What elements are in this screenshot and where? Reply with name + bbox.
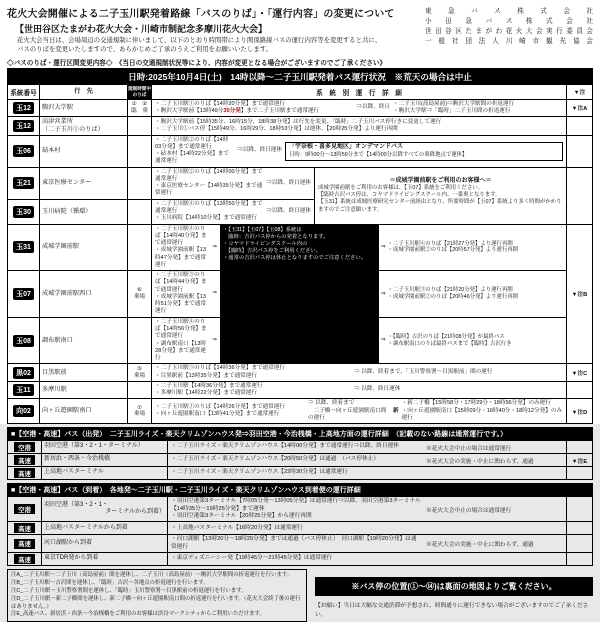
route-badge: 玉21 — [13, 177, 34, 189]
destination: 成城学園前駅 — [40, 225, 128, 271]
table-row-tama07-seijogakuen-west — [8, 271, 220, 318]
category-badge: 高速 — [14, 468, 35, 478]
footnote-a: 注A_二子玉川駅～二子玉川（高島屋前）間を運休し、二子玉川（高島屋前）～駒沢大学駅間の折返運行を行います。 — [11, 572, 293, 579]
header-note: ▼注 — [566, 85, 592, 99]
table-row-tama11-tamagawa — [8, 382, 592, 400]
operation-detail: ・河口湖駅【13時20分～18時20分発】までは通過（バス停休止） 河口湖駅【19時20分発】は通常運行 — [171, 536, 417, 550]
table-header-row — [8, 85, 592, 100]
organization-name: 小田急バス株式会社 — [425, 17, 593, 25]
operation-detail: ・上高地バスターミナル【16時20分発】は通常運行 — [171, 524, 303, 531]
note-ref — [566, 467, 592, 479]
footnote-d: 注D_二子玉川駅～新二子橋間を運休し、新二子橋～向ヶ丘遊園駅南口間の折返運行を行います。（花火大会終了後の運行はありません。） — [11, 595, 301, 610]
destination: 高津営業所 （二子玉川①のりば） — [40, 117, 128, 135]
cancellation-note — [424, 553, 566, 565]
operation-detail: ・二子玉川ライズ・楽天クリムゾンハウス【20時50分発】は通過 （バス停休止） — [171, 456, 380, 463]
change-notice-line: ◇バスのりば・運行区間変更内容◇ 《当日の交通規制状況等により、内容が変更となる場合がございますのでご了承ください》 — [7, 59, 387, 67]
stop-position: ① ② 臨 乗 — [128, 100, 152, 117]
new-label: 新 — [393, 407, 399, 414]
date-status-bar: 日時:2025年10月4日(土) 14時以降～二子玉川駅発着バス運行状況 ※荒天の場合は中止 — [8, 69, 592, 85]
organization-name: 東急バス株式会社 — [425, 8, 593, 15]
category-badge: 高速 — [14, 539, 35, 549]
departure-row-haneda — [8, 441, 592, 454]
description-line-2: バスのりばを変更いたしますので、あらかじめご了承のうえご利用をお願いいたします。 — [17, 46, 272, 54]
table-row-tama31-seijogakuen — [8, 225, 220, 272]
note-ref — [566, 136, 592, 167]
category-badge: 高速 — [14, 523, 35, 533]
table-rowgroup-tama21-tama30 — [8, 168, 592, 225]
resume-info-tama31: ⇒ ・二子玉川駅④のりば【21時27分発】より運行再開 ・成城学園前駅②のりば【20時57分発】より運行再開 — [379, 225, 566, 272]
note-ref — [566, 382, 592, 399]
arrival-row-kawaguchiko — [8, 535, 592, 553]
category-badge: 高速 — [14, 554, 35, 564]
header-operation-detail: 系 統 別 運 行 詳 細 — [316, 89, 402, 97]
note-ref — [566, 441, 592, 453]
operation-detail: ・二子玉川駅⑤のりば【14時36分発】まで通常運行 ・目黒駅前【13時35分発】まで通常運行 ⇒ 以降、終着まで、「玉川警察署～目黒駅前」間の運行 — [155, 365, 493, 379]
route-badge: 玉11 — [13, 384, 33, 396]
destination: 玉川病院（循環） — [40, 200, 128, 224]
seijogakuen-info-box: ＝成城学園前駅をご利用のお客様へ＝ 成城学園前駅をご利用のお客様は、【玉07】系統をご利用ください。 【臨時吉沢バス停は、コヤマドライビングスクール内、一番奥となります。 【玉31】系統は成城医療研究センター前経由となり、所要時間が【玉07】系統より多く時間がかかりますのでご注意願います。 — [314, 168, 566, 224]
organization-name: 世田谷区たまがわ花火大会実行委員会 — [425, 27, 593, 35]
note-ref — [566, 522, 592, 534]
header-stop-position: 規制時間中 のりば — [128, 86, 151, 97]
organization-list — [425, 7, 593, 55]
stop-position: ⑥ 乗場 — [128, 271, 152, 317]
route-badge: 玉12 — [13, 120, 34, 132]
destination: 目黒駅前 — [40, 364, 128, 381]
cancellation-note — [424, 467, 566, 479]
stop-position: ⑦ 乗場 — [128, 399, 152, 423]
cancellation-note — [424, 522, 566, 534]
footnote-c: 注C_二子玉川駅～玉川警察署間を運休し、「臨時」玉川警察署～目黒駅前の折返運行を行います。 — [11, 587, 247, 594]
section-header-departures: ■【空港・高速】バス（出発） 二子玉川ライズ・楽天クリムゾンハウス発⇒羽田空港・今治桟橋・上高地方面の運行詳細 （記載のない路線は通常運行です。） — [7, 427, 593, 441]
route-badge: 玉31 — [13, 241, 34, 253]
route-badge: 玉06 — [13, 145, 34, 157]
operation-detail: ・二子玉川駅④のりば【14時40分発】まで通常運行 ・成城学園前駅【13時47分発】まで通常運行 ⇒ — [155, 225, 217, 268]
destination: 調布駅南口 — [40, 318, 128, 364]
corrected-time: 35分発 — [223, 107, 241, 114]
origin: 羽田空港（第3・2・1・ ターミナルから到着） — [42, 497, 168, 521]
operation-detail: ・二子玉川ライズ・楽天クリムゾンハウス【22時30分発】は通常運行 — [171, 469, 348, 476]
cancellation-note: ※花火大会の実施・中止に関わらず、通過 — [426, 458, 534, 465]
route-badge: 玉12 — [13, 102, 34, 114]
operation-detail: ・駒沢大学駅前【15時35分、16時15分、18時38分発】は行先を変更、「臨時」二子玉川バス停行きに変更して運行 ・二子玉川①バス停【15時49分、16時29分、18時53分発】は運休、【20時25分発】より運行再開 — [155, 118, 442, 132]
operation-detail: ・東京ディズニーシー発【19時45分～21時45分発】は通常運行 — [171, 555, 333, 562]
footnotes-box — [7, 569, 307, 622]
origin: 東京TDR発から到着 — [42, 553, 168, 565]
note-ref: ▼注B — [571, 292, 588, 299]
note-ref — [566, 553, 592, 565]
table-row-tama12-komazawa — [8, 100, 592, 118]
bottom-section — [7, 569, 593, 622]
arrival-row-haneda — [8, 497, 592, 522]
header-destination: 行 先 — [40, 85, 128, 99]
cancellation-note: ※花火大会中止の場合は通常運行 — [426, 507, 512, 514]
arrival-row-tokyo-tdr — [8, 553, 592, 565]
table-row-tama12-takatsu — [8, 117, 592, 136]
destination: 新居浜・西条・今治桟橋 — [42, 454, 168, 466]
resume-info-tama07: ⇒ ・二子玉川駅③のりば【21時20分発】より運行再開 ・成城学園前駅②のりば【20時46分発】より運行再開 — [379, 271, 566, 318]
route-badge: 玉08 — [13, 335, 34, 347]
note-ref: ▼注A — [566, 100, 592, 117]
origin: 河口湖駅から到着 — [42, 535, 168, 552]
main-operation-table — [7, 68, 593, 425]
arrival-row-kamikochi — [8, 522, 592, 535]
destination: 上高地バスターミナル — [42, 467, 168, 479]
departures-table — [7, 441, 593, 480]
footnote-b: 注B_二子玉川駅～吉沢間を運休し、「臨時」吉沢～各地点の折返運行を行います。 — [11, 580, 209, 587]
category-badge: 高速 — [14, 455, 35, 465]
traffic-delay-request: 【お願い】当日は大幅な交通渋滞が予想され、時間通りに運行できない場合がございますのでご了承ください。 — [315, 603, 589, 619]
table-row-muko02-mukogaoka — [8, 399, 592, 423]
table-row-tama21-medical-center — [8, 168, 314, 200]
document-header — [7, 5, 593, 55]
category-badge: 空港 — [14, 442, 35, 452]
note-ref: ▼注E — [566, 454, 592, 466]
operation-detail: ・二子玉川駅【14時36分発】まで通常運行 ・多摩川駅【14時22分発】まで通常運行 ⇒ 以降、終日運休 — [155, 382, 401, 397]
cancellation-note: ※花火大会中止の場合は通常運行 — [426, 445, 512, 452]
note-ref — [566, 117, 592, 135]
note-ref: ▼注C — [566, 364, 592, 381]
resume-info-tama08: ⇒ ・【臨時】吉沢のりば【21時08分発】が最終バス ・調布駅南口のりば最終バスまで【臨時】吉沢行き — [381, 333, 512, 347]
header-left — [7, 5, 395, 55]
organization-name: 一般社団法人川崎市観光協会 — [425, 37, 593, 45]
table-row-kuro02-meguro — [8, 364, 592, 382]
table-row-tama06-kinutahonmura — [8, 136, 592, 168]
operation-detail: ・二子玉川駅④のりば【14時56分発】まで通常運行 ・調布駅南口【13時28分発】まで通常運行 ⇒ — [155, 318, 217, 362]
operation-detail: ・二子玉川駅①のりば【14時20分発】まで通常運行 ・駒沢大学駅前【13時49分35分発】まで二子玉川駅まで通常運行 ⇒以降、終日 ・二子玉川(高島屋前)⇒駒沢大学駅間の折返運行 ・駒沢大学駅⇒「臨時」二子玉川間の折返運行 — [155, 100, 515, 114]
page-title: 花火大会開催による二子玉川駅発着路線「バスのりば」・「運行内容」の変更について — [7, 9, 395, 20]
table-row-tama30-tamagawa-hospital — [8, 200, 314, 224]
section-header-arrivals: ■【空港・高速】バス（到着） 各地発～二子玉川駅・二子玉川ライズ・楽天クリムゾンハウス到着便の運行詳細 — [7, 483, 593, 497]
destination: 向ヶ丘遊園駅南口 — [40, 399, 128, 423]
operation-detail: ・二子玉川駅①のりば【14時26分発】まで通常運行 ・向ヶ丘遊園駅南口【13時41分発】まで通常運行 ⇒ 以降、終着まで 二子橋～向ヶ丘遊園駅南口間の運行 新 ・新二子橋【15時58分・17時29分・18時56分発】のみ運行 ・向ヶ丘遊園駅南口【15時09分・16時40分・18時12分発】のみ運行 — [155, 400, 563, 421]
description-line-1: 花火大会当日は、会場周辺の交通規制に伴いまして、以下のとおり時間帯により関係路線バスの運行内容等を変更すると共に、 — [17, 37, 382, 44]
operation-detail: ・二子玉川ライズ・楽天クリムゾンハウス【14時00分発】まで通常運行⇒以降、終日運休 — [171, 443, 399, 450]
destination: 砧本村 — [40, 136, 128, 167]
table-rowgroup-tama31-07-08 — [8, 225, 592, 365]
destination: 多摩川駅 — [40, 382, 128, 399]
destination: 駒沢大学駅 — [40, 100, 128, 117]
operation-detail: ・羽田空港第3ターミナル【7時05分発～13時05分発】は通常運行⇒以降、羽田空港第3ターミナル【14時35分～19時25分発】まで運休 ・羽田空港第3ターミナル【20時25分発】から運行再開 — [171, 498, 421, 519]
category-badge: 空港 — [14, 504, 35, 514]
route-badge: 黒02 — [13, 367, 34, 379]
note-ref — [566, 535, 592, 552]
operation-detail: ・二子玉川駅④のりば【13時50分発】まで通常運行 ・玉川病院【14時10分発】まで通常運行 ⇒以降、終日運休 — [155, 200, 311, 222]
table-row-tama08-chofu — [8, 318, 220, 364]
temporary-yoshizawa-stop-notice: ・【玉31】【玉07】【玉08】系統は 臨時：吉沢バス停からの発着となります。 ・コヤマドライビングスクール内の 【臨時】吉沢バス停をご利用ください。 ・通常の吉沢バス停は休止となりますのでご注意ください。 — [220, 225, 378, 364]
footnote-e: 注E_高速バス、新居浜・西条～今治桟橋をご利用のお客様は渋谷マークシティからご利用いただけます。 — [11, 611, 265, 618]
page-subtitle: 【世田谷区たまがわ花火大会・川崎市制記念多摩川花火大会】 — [15, 24, 268, 34]
stop-position: ⑤ 乗場 — [128, 364, 152, 381]
operation-detail: ・二子玉川駅②のりば【14時00分発】まで通常運行 ・東京医療センター【14時35分発】まで通常運行 ⇒以降、終日運休 — [155, 168, 311, 197]
bottom-right — [315, 569, 593, 618]
departure-row-kamikochi — [8, 467, 592, 479]
map-reference-notice: ※バス停の位置(①～⑭)は裏面の地図よりご覧ください。 — [315, 577, 593, 596]
destination: 成城学園前駅西口 — [40, 271, 128, 317]
route-badge: 玉07 — [13, 288, 34, 300]
header-route-number: 系統番号 — [8, 85, 40, 99]
origin: 上高地バスターミナルから到着 — [42, 522, 168, 534]
destination: 羽田空港（第3・2・1・ターミナル） — [42, 441, 168, 453]
destination: 東京医療センター — [40, 168, 128, 199]
arrivals-table — [7, 497, 593, 566]
cancellation-note: ※花火大会の実施・中止に関わらず、通過 — [426, 542, 534, 549]
operation-detail: ・二子玉川駅③のりば【14時44分発】まで通常運行 ・成城学園前駅【13時51分発】まで通常運行 ⇒ — [155, 272, 217, 315]
ondemand-bus-info-box: 「宇奈根・喜多見地区」オンデマンドバス 日時：9時00分～13時59分まで【14時00分以降すべての乗降地点で運休】 — [285, 142, 563, 161]
note-ref — [566, 497, 592, 521]
departure-row-niihama — [8, 454, 592, 467]
operation-detail: ・二子玉川駅②のりば【14時03分発】まで通常運行 ・砧本村【14時22分発】まで通常運行 ⇒以降、終日運休 「宇奈根・喜多見地区」オンデマンドバス 日時：9時00分～13時59分まで【14時00分以降すべての乗降地点で運休】 — [152, 136, 566, 167]
route-badge: 玉30 — [13, 206, 34, 218]
note-ref: ▼注D — [566, 399, 592, 423]
route-badge: 向02 — [13, 405, 34, 417]
